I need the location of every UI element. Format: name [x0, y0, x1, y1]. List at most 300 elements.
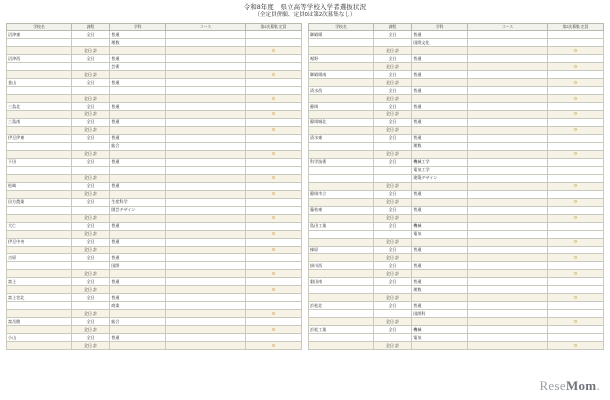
cell-course: 全日 [71, 119, 109, 127]
cell-school [7, 302, 72, 310]
cell-sub [166, 214, 246, 222]
cell-quota: 0 [547, 79, 603, 87]
cell-dept [412, 198, 468, 206]
cell-course: 全日 計 [71, 190, 109, 198]
cell-course: 全日 [373, 158, 411, 166]
cell-quota [547, 158, 603, 166]
cell-school: 磐田南 [309, 278, 374, 286]
cell-dept: 普通 [412, 71, 468, 79]
cell-quota [245, 334, 301, 342]
cell-school: 島田工業 [309, 222, 374, 230]
cell-dept [412, 270, 468, 278]
cell-quota [547, 174, 603, 182]
table-row [309, 174, 604, 182]
cell-school [309, 174, 374, 182]
cell-sub [468, 174, 548, 182]
table-row [309, 342, 604, 350]
header-sub: コース [166, 23, 246, 30]
table-row [7, 214, 302, 222]
cell-quota [547, 31, 603, 39]
cell-dept: 機械 [412, 222, 468, 230]
cell-dept: 建築デザイン [412, 174, 468, 182]
table-row [7, 174, 302, 182]
cell-school [7, 150, 72, 158]
cell-school [7, 270, 72, 278]
cell-course: 全日 計 [71, 326, 109, 334]
cell-dept [412, 214, 468, 222]
cell-quota [547, 103, 603, 111]
cell-school [309, 182, 374, 190]
cell-sub [468, 318, 548, 326]
cell-school [309, 126, 374, 134]
cell-sub [166, 126, 246, 134]
cell-course: 全日 計 [71, 246, 109, 254]
cell-course: 全日 計 [373, 270, 411, 278]
cell-quota [245, 182, 301, 190]
cell-sub [166, 286, 246, 294]
cell-sub [468, 302, 548, 310]
table-row [309, 278, 604, 286]
cell-course: 全日 計 [373, 198, 411, 206]
cell-school [309, 47, 374, 55]
cell-course: 全日 [373, 206, 411, 214]
cell-quota [245, 39, 301, 47]
table-row [309, 318, 604, 326]
cell-course: 全日 [71, 294, 109, 302]
cell-course [71, 87, 109, 95]
table-row [309, 142, 604, 150]
table-row [7, 87, 302, 95]
table-row [309, 158, 604, 166]
cell-quota [245, 142, 301, 150]
cell-sub [468, 47, 548, 55]
cell-course [373, 230, 411, 238]
cell-school [7, 286, 72, 294]
cell-course: 全日 [71, 198, 109, 206]
cell-sub [468, 326, 548, 334]
cell-school [7, 126, 72, 134]
cell-dept: 普通 [412, 119, 468, 127]
cell-sub [468, 190, 548, 198]
cell-dept [110, 326, 166, 334]
table-row [309, 119, 604, 127]
cell-dept: 普通 [110, 79, 166, 87]
cell-sub [468, 342, 548, 350]
cell-school: 清水西 [309, 87, 374, 95]
cell-course: 全日 [373, 71, 411, 79]
table-row [7, 326, 302, 334]
cell-dept [110, 342, 166, 350]
cell-sub [468, 214, 548, 222]
cell-quota: 0 [245, 47, 301, 55]
cell-school: 掛川西 [309, 262, 374, 270]
cell-course [373, 334, 411, 342]
table-row [7, 119, 302, 127]
cell-dept [110, 126, 166, 134]
table-row [309, 39, 604, 47]
cell-school: 三島北 [7, 103, 72, 111]
cell-quota [547, 334, 603, 342]
cell-dept: 普通 [110, 294, 166, 302]
cell-school [7, 262, 72, 270]
cell-course [71, 63, 109, 71]
cell-dept: 普通 [110, 158, 166, 166]
cell-sub [166, 262, 246, 270]
cell-school: 清水東 [309, 134, 374, 142]
cell-school [309, 150, 374, 158]
cell-dept: 電気 [412, 230, 468, 238]
cell-sub [166, 31, 246, 39]
cell-course: 全日 計 [373, 79, 411, 87]
left-table [6, 23, 302, 350]
cell-quota: 0 [547, 254, 603, 262]
cell-quota: 0 [245, 111, 301, 119]
cell-quota: 0 [245, 270, 301, 278]
table-row [7, 126, 302, 134]
cell-sub [468, 262, 548, 270]
cell-course: 全日 計 [373, 294, 411, 302]
cell-course: 全日 [373, 134, 411, 142]
table-row [7, 55, 302, 63]
cell-sub [166, 103, 246, 111]
cell-dept [110, 71, 166, 79]
table-row [7, 294, 302, 302]
cell-school: 下田 [7, 158, 72, 166]
cell-sub [468, 230, 548, 238]
table-row [7, 222, 302, 230]
cell-sub [166, 206, 246, 214]
cell-sub [468, 79, 548, 87]
cell-course [71, 166, 109, 174]
table-row [7, 254, 302, 262]
cell-quota [547, 278, 603, 286]
cell-course: 全日 [71, 334, 109, 342]
table-row [7, 190, 302, 198]
cell-dept: 普通 [412, 278, 468, 286]
cell-sub [468, 150, 548, 158]
header-course: 課程 [373, 23, 411, 30]
cell-sub [468, 126, 548, 134]
table-row [7, 31, 302, 39]
cell-quota: 0 [245, 310, 301, 318]
cell-course [373, 174, 411, 182]
cell-sub [166, 342, 246, 350]
table-row [7, 166, 302, 174]
table-row [309, 254, 604, 262]
cell-course: 全日 計 [373, 238, 411, 246]
cell-quota [245, 166, 301, 174]
cell-sub [166, 326, 246, 334]
cell-school [309, 318, 374, 326]
header-school: 学校名 [7, 23, 72, 30]
cell-school [309, 166, 374, 174]
cell-course [373, 310, 411, 318]
cell-course: 全日 [71, 134, 109, 142]
cell-course: 全日 計 [373, 150, 411, 158]
cell-quota: 0 [245, 214, 301, 222]
cell-sub [166, 318, 246, 326]
cell-quota [547, 71, 603, 79]
cell-course: 全日 計 [373, 182, 411, 190]
cell-quota: 0 [245, 126, 301, 134]
table-row [309, 134, 604, 142]
cell-quota [547, 55, 603, 63]
cell-school [7, 342, 72, 350]
table-row [309, 111, 604, 119]
cell-sub [468, 206, 548, 214]
cell-dept: 普通 [110, 31, 166, 39]
cell-school: 静岡城北 [309, 119, 374, 127]
cell-dept: 芸術 [110, 63, 166, 71]
cell-quota [245, 87, 301, 95]
cell-course [373, 142, 411, 150]
cell-quota [245, 302, 301, 310]
cell-dept: 普通 [110, 222, 166, 230]
table-row [309, 150, 604, 158]
cell-quota: 0 [547, 270, 603, 278]
cell-school [309, 79, 374, 87]
cell-quota: 0 [245, 71, 301, 79]
cell-quota: 0 [245, 230, 301, 238]
table-row [309, 270, 604, 278]
table-row [7, 318, 302, 326]
header-school: 学校名 [309, 23, 374, 30]
cell-course: 全日 [71, 182, 109, 190]
cell-quota: 0 [547, 95, 603, 103]
table-row [309, 262, 604, 270]
cell-course: 全日 計 [71, 95, 109, 103]
cell-quota [547, 206, 603, 214]
cell-quota: 0 [547, 238, 603, 246]
cell-dept [110, 310, 166, 318]
cell-dept: 理数 [110, 39, 166, 47]
cell-course: 全日 計 [71, 47, 109, 55]
cell-dept: 普通 [110, 278, 166, 286]
cell-quota [245, 158, 301, 166]
cell-school: 富士 [7, 278, 72, 286]
table-row [309, 246, 604, 254]
cell-dept [110, 111, 166, 119]
cell-dept: 普通 [110, 182, 166, 190]
cell-dept [412, 294, 468, 302]
cell-school [7, 71, 72, 79]
cell-dept: 機械 [412, 326, 468, 334]
table-row [309, 87, 604, 95]
cell-sub [166, 158, 246, 166]
cell-school: 浜松北 [309, 302, 374, 310]
cell-course: 全日 計 [71, 150, 109, 158]
cell-dept [412, 126, 468, 134]
cell-school: 御殿場南 [309, 71, 374, 79]
cell-dept: 普通 [110, 134, 166, 142]
table-row [7, 158, 302, 166]
cell-school [309, 39, 374, 47]
cell-sub [468, 111, 548, 119]
cell-school: 小山 [7, 334, 72, 342]
cell-course: 全日 計 [71, 71, 109, 79]
cell-course: 全日 [373, 31, 411, 39]
table-row [309, 286, 604, 294]
cell-quota [245, 31, 301, 39]
cell-sub [468, 278, 548, 286]
table-row [309, 166, 604, 174]
cell-dept: 普通 [110, 254, 166, 262]
table-row [309, 126, 604, 134]
cell-sub [166, 302, 246, 310]
cell-dept: 普通 [412, 206, 468, 214]
cell-school [7, 47, 72, 55]
cell-quota: 0 [547, 47, 603, 55]
cell-school [7, 111, 72, 119]
cell-quota [245, 55, 301, 63]
cell-school: 沼津西 [7, 55, 72, 63]
cell-school [7, 230, 72, 238]
cell-school: 藤枝東 [309, 206, 374, 214]
cell-course: 全日 [373, 302, 411, 310]
cell-sub [166, 71, 246, 79]
cell-sub [166, 222, 246, 230]
cell-school: 浜松工業 [309, 326, 374, 334]
table-row [309, 230, 604, 238]
cell-quota: 0 [547, 182, 603, 190]
cell-sub [166, 182, 246, 190]
header-quota: 第2次募集 定員 [245, 23, 301, 30]
cell-school [309, 334, 374, 342]
cell-dept [412, 95, 468, 103]
cell-school: 御殿場 [309, 31, 374, 39]
cell-dept [412, 150, 468, 158]
cell-quota [245, 103, 301, 111]
cell-sub [166, 198, 246, 206]
table-row [7, 198, 302, 206]
cell-course: 全日 計 [373, 95, 411, 103]
cell-sub [468, 134, 548, 142]
cell-quota [547, 310, 603, 318]
cell-school [7, 310, 72, 318]
table-row [309, 334, 604, 342]
cell-sub [166, 230, 246, 238]
cell-course: 全日 計 [71, 126, 109, 134]
cell-school: 裾野 [309, 55, 374, 63]
cell-school: 科学技術 [309, 158, 374, 166]
cell-course: 全日 [373, 119, 411, 127]
cell-sub [468, 246, 548, 254]
table-row [7, 334, 302, 342]
cell-sub [166, 174, 246, 182]
cell-school [7, 326, 72, 334]
cell-dept [412, 63, 468, 71]
cell-quota: 0 [245, 190, 301, 198]
cell-dept: 総合 [110, 142, 166, 150]
cell-course: 全日 [373, 246, 411, 254]
table-row [7, 278, 302, 286]
cell-sub [468, 334, 548, 342]
table-row [7, 342, 302, 350]
cell-quota: 0 [547, 150, 603, 158]
cell-sub [468, 158, 548, 166]
cell-sub [166, 166, 246, 174]
cell-quota [547, 222, 603, 230]
cell-course: 全日 計 [373, 111, 411, 119]
cell-school [7, 63, 72, 71]
cell-sub [166, 142, 246, 150]
cell-dept: 普通 [412, 190, 468, 198]
cell-course: 全日 計 [71, 310, 109, 318]
cell-dept: 理数 [412, 142, 468, 150]
cell-dept [412, 182, 468, 190]
table-row [7, 79, 302, 87]
cell-course: 全日 [373, 55, 411, 63]
cell-school: 榛原 [309, 246, 374, 254]
table-row [7, 182, 302, 190]
table-row [7, 134, 302, 142]
cell-quota [547, 39, 603, 47]
header-dept: 学科 [110, 23, 166, 30]
document-title: 令和8年度 県立高等学校入学者選抜状況 [243, 4, 367, 11]
cell-sub [468, 222, 548, 230]
cell-course: 全日 [373, 87, 411, 95]
cell-quota [245, 318, 301, 326]
cell-sub [468, 310, 548, 318]
cell-quota [547, 166, 603, 174]
table-row [309, 310, 604, 318]
cell-dept: 国際 [110, 262, 166, 270]
cell-sub [166, 278, 246, 286]
cell-dept [412, 238, 468, 246]
cell-sub [166, 190, 246, 198]
cell-dept: 普通 [110, 55, 166, 63]
cell-sub [468, 294, 548, 302]
cell-course: 全日 計 [373, 63, 411, 71]
header-quota: 第2次募集 定員 [547, 23, 603, 30]
cell-school [7, 142, 72, 150]
cell-course [373, 166, 411, 174]
table-row [7, 310, 302, 318]
cell-course: 全日 [373, 190, 411, 198]
table-row [309, 190, 604, 198]
cell-course [71, 302, 109, 310]
cell-dept [110, 286, 166, 294]
cell-quota: 0 [547, 111, 603, 119]
cell-school [309, 95, 374, 103]
cell-course: 全日 計 [71, 230, 109, 238]
cell-dept: 普通 [412, 246, 468, 254]
cell-dept: 園芸デザイン [110, 206, 166, 214]
cell-school: 富岳館 [7, 318, 72, 326]
cell-dept: 総合 [110, 318, 166, 326]
cell-course: 全日 計 [373, 342, 411, 350]
table-row [7, 142, 302, 150]
cell-course: 全日 計 [71, 342, 109, 350]
cell-dept [110, 214, 166, 222]
cell-sub [166, 294, 246, 302]
table-row [309, 326, 604, 334]
table-row [7, 111, 302, 119]
cell-quota: 0 [245, 286, 301, 294]
table-row [7, 150, 302, 158]
table-row [309, 103, 604, 111]
table-row [7, 270, 302, 278]
cell-quota: 0 [547, 214, 603, 222]
table-row [309, 47, 604, 55]
cell-quota: 0 [245, 174, 301, 182]
table-row [7, 246, 302, 254]
table-row [309, 71, 604, 79]
cell-course: 全日 [373, 262, 411, 270]
watermark: ReseMom. [539, 378, 600, 393]
cell-dept: 電気 [412, 334, 468, 342]
cell-dept [110, 230, 166, 238]
